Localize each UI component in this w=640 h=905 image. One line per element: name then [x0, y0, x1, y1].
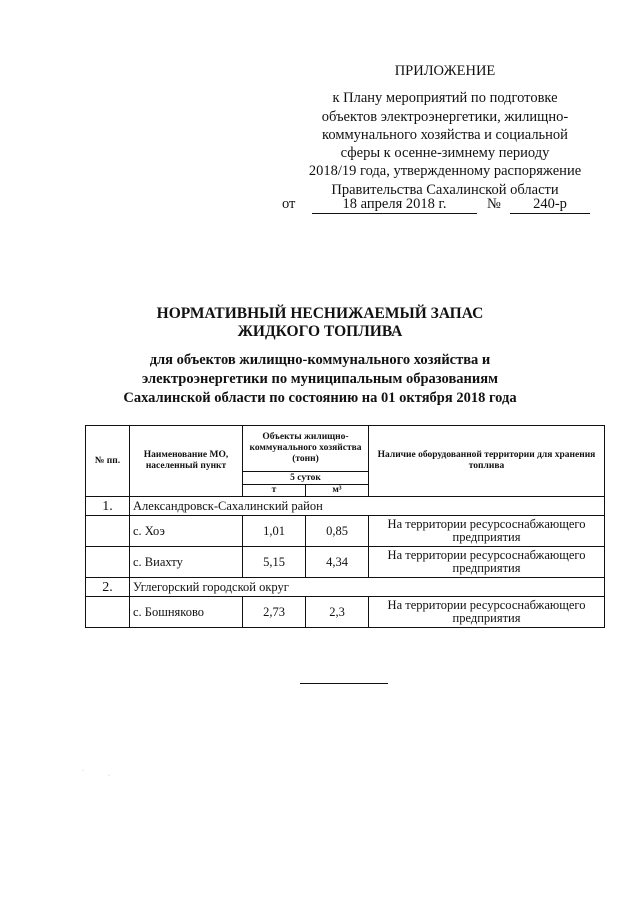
title-line: НОРМАТИВНЫЙ НЕСНИЖАЕМЫЙ ЗАПАС: [156, 305, 484, 322]
value-t: 5,15: [243, 547, 306, 578]
header-days: 5 суток: [243, 472, 369, 485]
from-label: от: [282, 196, 296, 212]
table-row: [86, 597, 605, 628]
document-title: [60, 305, 580, 341]
scan-speck: ·: [82, 768, 84, 774]
header-objects: Объекты жилищно-коммунального хозяйства (тонн): [243, 426, 369, 472]
subtitle-line: для объектов жилищно-коммунального хозяйства и: [149, 352, 491, 368]
territory-text: На территории ресурсоснабжающего предприятия: [369, 547, 605, 578]
group-name: Углегорский городской округ: [130, 578, 605, 597]
value-m3: 0,85: [306, 516, 369, 547]
appendix-block: [285, 62, 605, 199]
table-row: [86, 547, 605, 578]
place-name: с. Хоэ: [130, 516, 243, 547]
number-label: №: [487, 196, 501, 212]
subtitle-line: Сахалинской области по состоянию на 01 октября 2018 года: [123, 390, 517, 406]
value-t: 2,73: [243, 597, 306, 628]
appendix-line: к Плану мероприятий по подготовке: [332, 90, 558, 107]
group-name: Александровск-Сахалинский район: [130, 497, 605, 516]
approval-number: 240-р: [510, 196, 590, 214]
header-t: т: [243, 485, 306, 497]
document-subtitle: [60, 351, 580, 408]
table-group-row: [86, 578, 605, 597]
title-line: ЖИДКОГО ТОПЛИВА: [237, 323, 403, 340]
value-m3: 2,3: [306, 597, 369, 628]
territory-text: На территории ресурсоснабжающего предприятия: [369, 516, 605, 547]
closing-rule: [300, 683, 388, 684]
fuel-reserve-table: [85, 425, 605, 628]
subtitle-line: электроэнергетики по муниципальным образованиям: [142, 371, 498, 387]
header-name: Наименование МО, населенный пункт: [130, 426, 243, 497]
table-row: [86, 516, 605, 547]
appendix-title: ПРИЛОЖЕНИЕ: [394, 63, 496, 79]
appendix-line: коммунального хозяйства и социальной: [322, 126, 568, 143]
place-name: с. Виахту: [130, 547, 243, 578]
appendix-line: Правительства Сахалинской области: [331, 181, 559, 198]
appendix-line: 2018/19 года, утвержденному распоряжение: [308, 163, 582, 180]
place-name: с. Бошняково: [130, 597, 243, 628]
group-num: 1.: [86, 497, 130, 516]
appendix-line: сферы к осенне-зимнему периоду: [340, 145, 550, 162]
header-num: № пп.: [86, 426, 130, 497]
territory-text: На территории ресурсоснабжающего предприятия: [369, 597, 605, 628]
appendix-line: объектов электроэнергетики, жилищно-: [321, 108, 569, 125]
value-t: 1,01: [243, 516, 306, 547]
header-territory: Наличие оборудованной территории для хранения топлива: [369, 426, 605, 497]
table-group-row: [86, 497, 605, 516]
approval-date: 18 апреля 2018 г.: [312, 196, 477, 214]
group-num: 2.: [86, 578, 130, 597]
header-m3: м³: [306, 485, 369, 497]
scan-speck: ·: [108, 773, 110, 779]
table-header-row: [86, 426, 605, 472]
value-m3: 4,34: [306, 547, 369, 578]
